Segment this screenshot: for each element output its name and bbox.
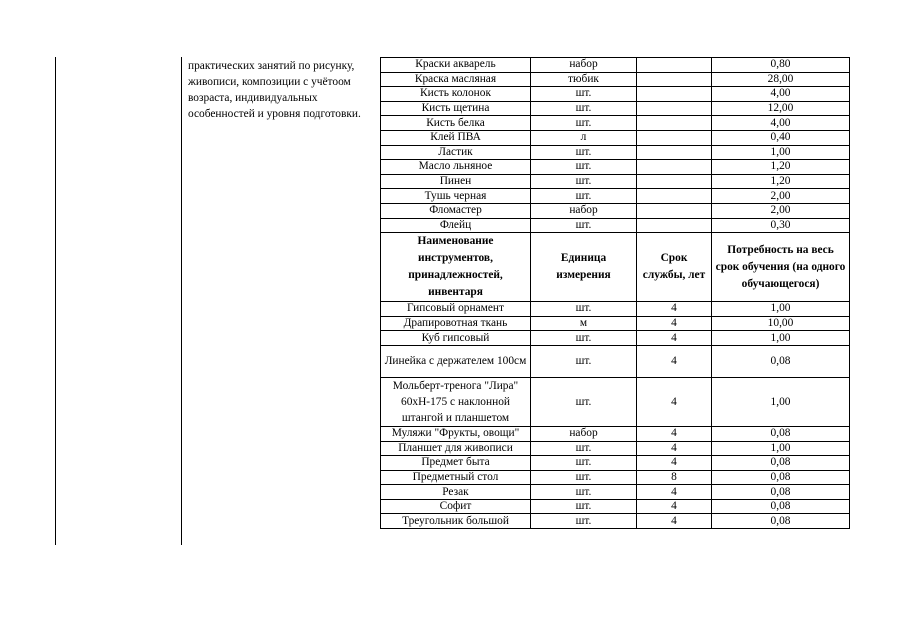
material-row [381,58,850,73]
tool-row-life-cell: 4 [637,316,712,331]
material-row-life-cell [637,72,712,87]
tool-row-unit-cell: шт. [531,514,637,529]
tool-row-life-cell: 8 [637,470,712,485]
equipment-table-body [381,58,850,529]
tool-row-qty-cell: 1,00 [712,331,850,346]
material-row-unit-cell: тюбик [531,72,637,87]
tool-row-name-cell: Предмет быта [381,456,531,471]
tool-row-name-cell: Планшет для живописи [381,441,531,456]
material-row-life-cell [637,116,712,131]
material-row-name-cell: Краски акварель [381,58,531,73]
material-row-unit-cell: шт. [531,116,637,131]
tool-row-life-cell: 4 [637,426,712,441]
tool-row-life-cell: 4 [637,441,712,456]
material-row-unit-cell: шт. [531,189,637,204]
tool-row-qty-cell: 0,08 [712,514,850,529]
tool-row [381,316,850,331]
material-row-qty-cell: 1,20 [712,174,850,189]
tool-row-qty-cell: 1,00 [712,441,850,456]
tool-row-name-cell: Треугольник большой [381,514,531,529]
material-row-qty-cell: 4,00 [712,87,850,102]
tool-row-name-cell: Линейка с держателем 100см [381,345,531,377]
tool-row-name-cell: Софит [381,499,531,514]
material-row [381,72,850,87]
material-row [381,116,850,131]
material-row-name-cell: Краска масляная [381,72,531,87]
material-row [381,87,850,102]
equipment-table [380,57,850,529]
page-border-line-left [55,57,56,545]
tool-row-life-cell: 4 [637,302,712,317]
tool-row-qty-cell: 0,08 [712,345,850,377]
tool-row [381,441,850,456]
tool-row-unit-cell: шт. [531,377,637,426]
tool-row-name-cell: Куб гипсовый [381,331,531,346]
column-divider-line [181,57,182,545]
tool-row [381,331,850,346]
material-row-life-cell [637,101,712,116]
material-row [381,101,850,116]
tool-row-unit-cell: набор [531,426,637,441]
material-row-name-cell: Пинен [381,174,531,189]
tool-row-qty-cell: 0,08 [712,456,850,471]
tool-row-name-cell: Мольберт-тренога "Лира" 60хН-175 с наклонной штангой и планшетом [381,377,531,426]
tool-row-qty-cell: 1,00 [712,302,850,317]
header-life-cell: Срок службы, лет [637,233,712,302]
material-row-name-cell: Фломастер [381,203,531,218]
tool-row [381,302,850,317]
tool-row-life-cell: 4 [637,485,712,500]
tool-row-name-cell: Резак [381,485,531,500]
material-row-unit-cell: набор [531,58,637,73]
tool-row [381,485,850,500]
material-row-qty-cell: 1,20 [712,160,850,175]
material-row-unit-cell: шт. [531,160,637,175]
material-row-name-cell: Кисть колонок [381,87,531,102]
material-row-unit-cell: шт. [531,174,637,189]
tool-row-life-cell: 4 [637,499,712,514]
material-row-qty-cell: 2,00 [712,203,850,218]
material-row-qty-cell: 0,40 [712,130,850,145]
material-row [381,218,850,233]
material-row-qty-cell: 1,00 [712,145,850,160]
material-row-life-cell [637,174,712,189]
tool-row [381,345,850,377]
material-row-life-cell [637,130,712,145]
material-row-name-cell: Кисть щетина [381,101,531,116]
tool-row-qty-cell: 1,00 [712,377,850,426]
tool-row-name-cell: Драпировотная ткань [381,316,531,331]
tool-row-name-cell: Муляжи "Фрукты, овощи" [381,426,531,441]
tool-row-life-cell: 4 [637,377,712,426]
tools-header-row [381,233,850,302]
tool-row-unit-cell: шт. [531,441,637,456]
tool-row-unit-cell: шт. [531,345,637,377]
material-row-life-cell [637,160,712,175]
material-row-life-cell [637,203,712,218]
material-row-unit-cell: шт. [531,218,637,233]
tool-row-unit-cell: шт. [531,470,637,485]
material-row [381,145,850,160]
tool-row-life-cell: 4 [637,331,712,346]
material-row-qty-cell: 12,00 [712,101,850,116]
material-row-name-cell: Флейц [381,218,531,233]
tool-row-unit-cell: м [531,316,637,331]
tool-row-unit-cell: шт. [531,302,637,317]
tool-row [381,499,850,514]
material-row-name-cell: Клей ПВА [381,130,531,145]
material-row-name-cell: Тушь черная [381,189,531,204]
tool-row [381,514,850,529]
material-row-life-cell [637,145,712,160]
material-row-name-cell: Масло льняное [381,160,531,175]
material-row [381,189,850,204]
material-row-qty-cell: 28,00 [712,72,850,87]
tool-row-name-cell: Предметный стол [381,470,531,485]
tool-row-unit-cell: шт. [531,499,637,514]
material-row-unit-cell: л [531,130,637,145]
material-row-unit-cell: шт. [531,145,637,160]
material-row [381,174,850,189]
tool-row-qty-cell: 0,08 [712,499,850,514]
material-row-life-cell [637,218,712,233]
tool-row-qty-cell: 0,08 [712,485,850,500]
tool-row-unit-cell: шт. [531,456,637,471]
material-row [381,203,850,218]
material-row [381,160,850,175]
tool-row-qty-cell: 10,00 [712,316,850,331]
material-row-qty-cell: 0,30 [712,218,850,233]
tool-row-life-cell: 4 [637,456,712,471]
material-row-life-cell [637,58,712,73]
tool-row [381,456,850,471]
material-row-unit-cell: шт. [531,87,637,102]
tool-row [381,377,850,426]
material-row-unit-cell: набор [531,203,637,218]
tool-row-life-cell: 4 [637,514,712,529]
tool-row-qty-cell: 0,08 [712,470,850,485]
header-unit-cell: Единица измерения [531,233,637,302]
section-description: практических занятий по рисунку, живописи, композиции с учётоом возраста, индивидуальных особенностей и уровня подготовки. [188,60,361,120]
material-row-life-cell [637,87,712,102]
material-row-name-cell: Кисть белка [381,116,531,131]
tool-row [381,470,850,485]
material-row [381,130,850,145]
tool-row-name-cell: Гипсовый орнамент [381,302,531,317]
tool-row-unit-cell: шт. [531,485,637,500]
tool-row [381,426,850,441]
tool-row-unit-cell: шт. [531,331,637,346]
material-row-name-cell: Ластик [381,145,531,160]
material-row-qty-cell: 2,00 [712,189,850,204]
material-row-qty-cell: 0,80 [712,58,850,73]
tool-row-life-cell: 4 [637,345,712,377]
header-name-cell: Наименование инструментов, принадлежностей, инвентаря [381,233,531,302]
material-row-unit-cell: шт. [531,101,637,116]
tool-row-qty-cell: 0,08 [712,426,850,441]
material-row-life-cell [637,189,712,204]
header-qty-cell: Потребность на весь срок обучения (на одного обучающегося) [712,233,850,302]
material-row-qty-cell: 4,00 [712,116,850,131]
